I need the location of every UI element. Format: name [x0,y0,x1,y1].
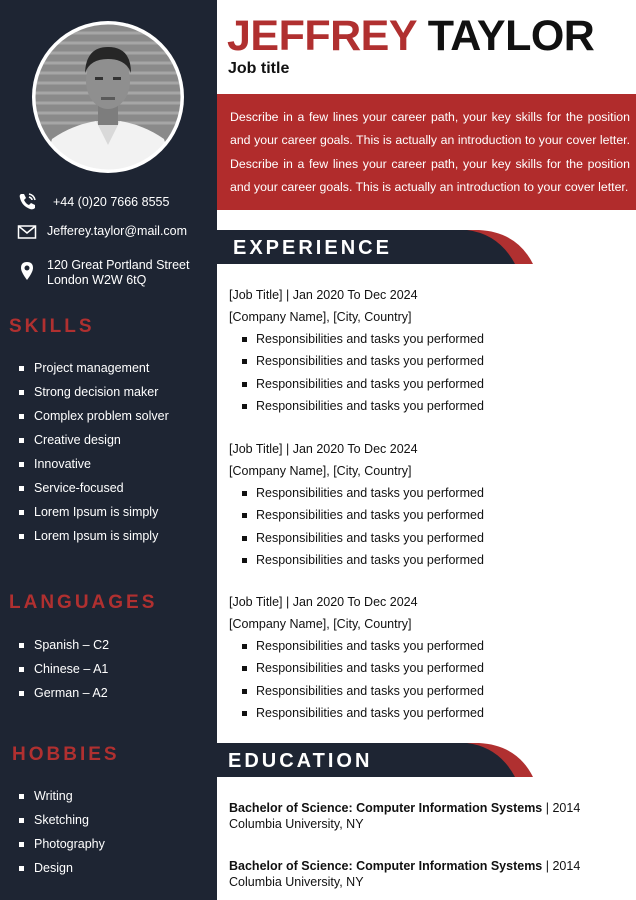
experience-banner [217,230,537,266]
job-dates: | Jan 2020 To Dec 2024 [285,595,418,609]
skills-heading: SKILLS [9,316,95,337]
profile-photo [32,21,184,173]
language-item: Spanish – C2 [0,633,109,657]
responsibility-item: Responsibilities and tasks you performed [229,527,629,549]
degree-year: | 2014 [545,801,581,815]
hobbies-heading: HOBBIES [12,744,120,765]
profile-photo-image [32,21,184,173]
company-line: [Company Name], [City, Country] [229,617,412,631]
responsibility-item: Responsibilities and tasks you performed [229,657,629,679]
languages-heading: LANGUAGES [9,592,158,613]
responsibility-list [229,328,629,417]
email-link[interactable]: Jefferey.taylor@mail.com [47,224,188,238]
education-banner [217,743,537,779]
skill-item: Lorem Ipsum is simply [0,524,169,548]
job-title-text: [Job Title] [229,442,283,456]
responsibility-item: Responsibilities and tasks you performed [229,680,629,702]
skill-item: Creative design [0,428,169,452]
responsibility-item: Responsibilities and tasks you performed [229,702,629,724]
job-dates: | Jan 2020 To Dec 2024 [285,442,418,456]
degree-text: Bachelor of Science: Computer Information Systems [229,859,543,873]
summary-box [217,94,636,210]
responsibility-list [229,635,629,724]
education-heading: EDUCATION [228,750,373,772]
mail-icon [17,222,37,242]
hobby-item: Sketching [0,808,105,832]
responsibility-item: Responsibilities and tasks you performed [229,350,629,372]
language-item: German – A2 [0,681,109,705]
job-title-text: [Job Title] [229,288,283,302]
job-title: Job title [228,60,290,77]
experience-entry [229,284,629,417]
responsibility-item: Responsibilities and tasks you performed [229,504,629,526]
job-header [229,438,629,460]
responsibility-item: Responsibilities and tasks you performed [229,328,629,350]
skill-item: Strong decision maker [0,380,169,404]
job-header [229,284,629,306]
responsibility-item: Responsibilities and tasks you performed [229,635,629,657]
hobby-item: Photography [0,832,105,856]
education-entry [229,858,580,890]
responsibility-item: Responsibilities and tasks you performed [229,395,629,417]
degree-year: | 2014 [545,859,581,873]
experience-entry [229,591,629,724]
address-line1: 120 Great Portland Street [47,258,190,272]
education-entry [229,800,580,832]
responsibility-item: Responsibilities and tasks you performed [229,373,629,395]
school-text: Columbia University, NY [229,875,364,889]
experience-entry [229,438,629,571]
phone-text: +44 (0)20 7666 8555 [53,195,170,209]
job-title-text: [Job Title] [229,595,283,609]
degree-text: Bachelor of Science: Computer Information Systems [229,801,543,815]
skill-item: Innovative [0,452,169,476]
hobbies-list [0,784,105,880]
experience-heading: EXPERIENCE [233,237,392,259]
school-text: Columbia University, NY [229,817,364,831]
company-line: [Company Name], [City, Country] [229,310,412,324]
languages-list [0,633,109,705]
first-name: JEFFREY [227,12,417,60]
full-name [227,10,594,62]
phone-icon [17,192,37,212]
skill-item: Complex problem solver [0,404,169,428]
skill-item: Lorem Ipsum is simply [0,500,169,524]
skill-item: Service-focused [0,476,169,500]
responsibility-item: Responsibilities and tasks you performed [229,482,629,504]
skill-item: Project management [0,356,169,380]
job-header [229,591,629,613]
responsibility-item: Responsibilities and tasks you performed [229,549,629,571]
hobby-item: Design [0,856,105,880]
hobby-item: Writing [0,784,105,808]
summary-text: Describe in a few lines your career path, your key skills for the position and your career goals. This is actually an introduction to your cover letter. Describe in a few lines your career path, your key skills for the position and your career goals. This is actually an introduction to your cover letter. [230,110,630,194]
sidebar [0,0,217,900]
location-pin-icon [17,261,37,281]
last-name: TAYLOR [427,12,595,60]
job-dates: | Jan 2020 To Dec 2024 [285,288,418,302]
company-line: [Company Name], [City, Country] [229,464,412,478]
address-line2: London W2W 6tQ [47,273,147,287]
skills-list [0,356,169,548]
responsibility-list [229,482,629,571]
language-item: Chinese – A1 [0,657,109,681]
